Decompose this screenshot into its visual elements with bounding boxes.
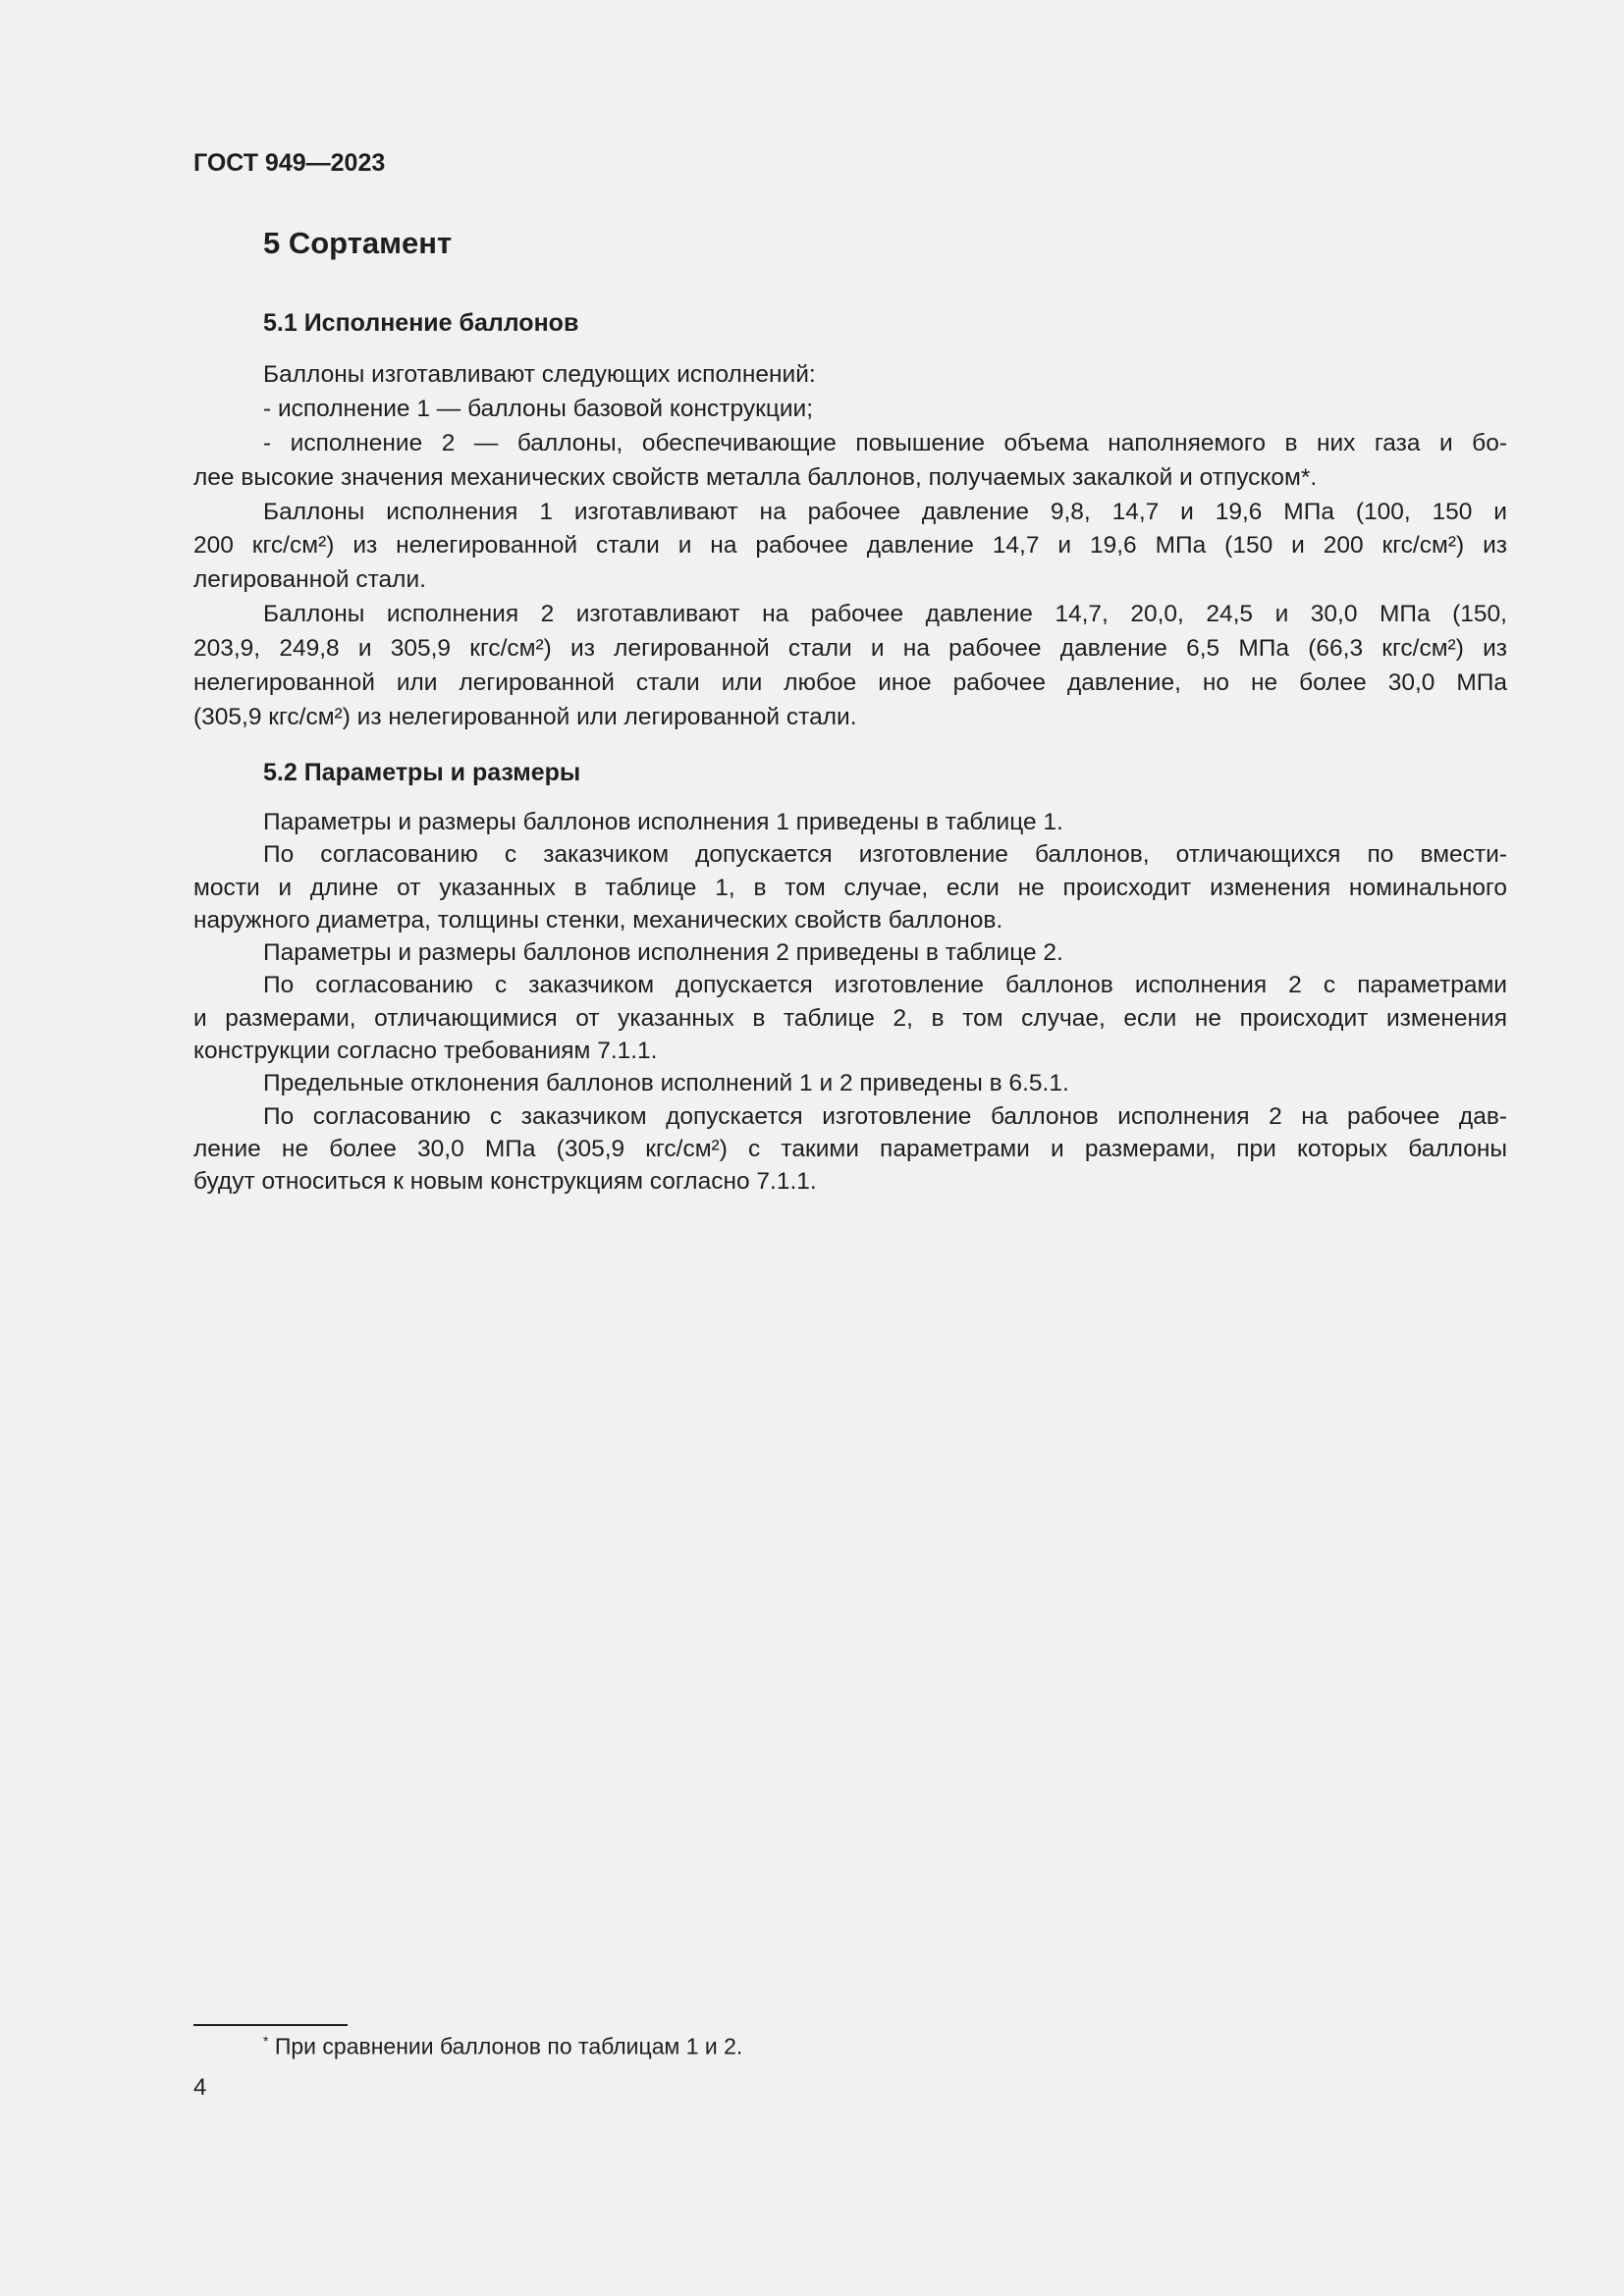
footnote (263, 2033, 742, 2060)
text-line: нелегированной или легированной стали или любое иное рабочее давление, но не более 30,0 МПа (193, 669, 1507, 697)
text-line: наружного диаметра, толщины стенки, механических свойств баллонов. (193, 906, 1003, 934)
text-line: ление не более 30,0 МПа (305,9 кгс/см²) с такими параметрами и размерами, при которых баллоны (193, 1135, 1507, 1162)
text-line: 200 кгс/см²) из нелегированной стали и на рабочее давление 14,7 и 19,6 МПа (150 и 200 кгс/см²) из (193, 532, 1507, 560)
text-line: - исполнение 1 — баллоны базовой конструкции; (263, 395, 814, 422)
text-line: Параметры и размеры баллонов исполнения 2 приведены в таблице 2. (263, 939, 1063, 967)
text-line: будут относиться к новым конструкциям согласно 7.1.1. (193, 1168, 817, 1196)
text-line: (305,9 кгс/см²) из нелегированной или легированной стали. (193, 703, 857, 730)
text-line: мости и длине от указанных в таблице 1, в том случае, если не происходит изменения номинального (193, 874, 1507, 901)
text-line: и размерами, отличающимися от указанных в таблице 2, в том случае, если не происходит изменения (193, 1004, 1507, 1032)
subsection-title-5-1: 5.1 Исполнение баллонов (263, 309, 579, 337)
text-line: Баллоны исполнения 1 изготавливают на рабочее давление 9,8, 14,7 и 19,6 МПа (100, 150 и (263, 498, 1507, 525)
footnote-marker: * (263, 2033, 269, 2049)
text-line: Баллоны исполнения 2 изготавливают на рабочее давление 14,7, 20,0, 24,5 и 30,0 МПа (150, (263, 601, 1507, 628)
text-line: По согласованию с заказчиком допускается изготовление баллонов, отличающихся по вмести- (263, 841, 1507, 869)
text-line: Параметры и размеры баллонов исполнения 1 приведены в таблице 1. (263, 809, 1063, 835)
text-line: По согласованию с заказчиком допускается изготовление баллонов исполнения 2 на рабочее дав- (263, 1102, 1507, 1130)
subsection-body-5-2 (193, 806, 1507, 1199)
text-line: 203,9, 249,8 и 305,9 кгс/см²) из легированной стали и на рабочее давление 6,5 МПа (66,3 кгс/см²) из (193, 635, 1507, 663)
section-title: 5 Сортамент (263, 226, 453, 260)
subsection-title-5-2: 5.2 Параметры и размеры (263, 759, 581, 786)
text-line: По согласованию с заказчиком допускается изготовление баллонов исполнения 2 с параметрами (263, 972, 1507, 999)
page-number: 4 (193, 2074, 207, 2101)
text-line: легированной стали. (193, 566, 426, 594)
text-line: конструкции согласно требованиям 7.1.1. (193, 1038, 658, 1065)
footnote-text: При сравнении баллонов по таблицам 1 и 2. (274, 2033, 743, 2059)
text-line: лее высокие значения механических свойств металла баллонов, получаемых закалкой и отпуском*. (193, 463, 1318, 491)
document-header: ГОСТ 949—2023 (193, 149, 386, 177)
text-line: Баллоны изготавливают следующих исполнений: (263, 361, 816, 388)
subsection-body-5-1 (193, 358, 1507, 735)
text-line: Предельные отклонения баллонов исполнений 1 и 2 приведены в 6.5.1. (263, 1070, 1069, 1097)
text-line: - исполнение 2 — баллоны, обеспечивающие повышение объема наполняемого в них газа и бо- (263, 429, 1507, 456)
footnote-divider (193, 2024, 348, 2026)
